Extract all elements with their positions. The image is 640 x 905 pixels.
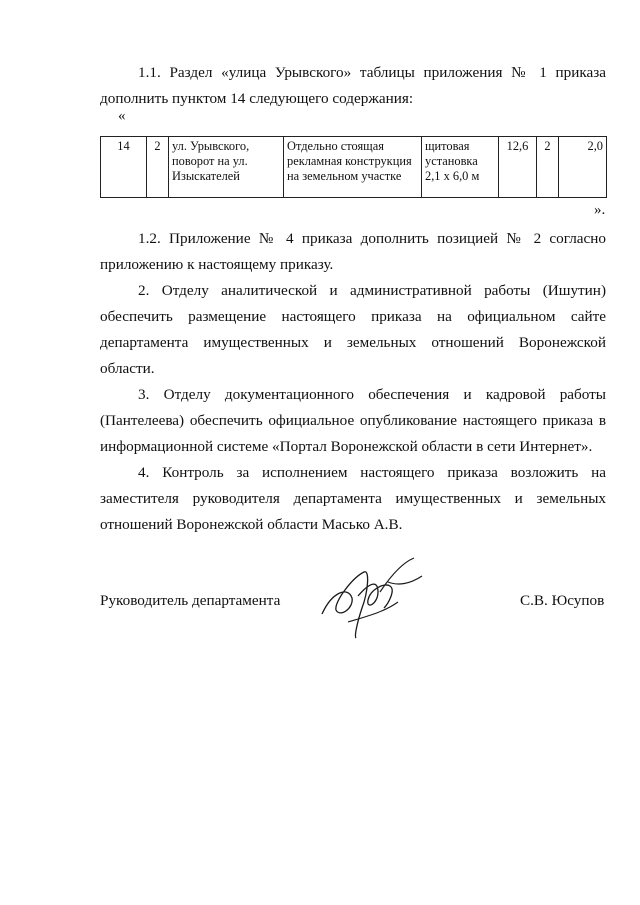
cell-area: 12,6: [499, 137, 537, 198]
paragraph-4: 4. Контроль за исполнением настоящего приказа возложить на заместителя руководителя департамента имущественных и земельных отношений Воронежской области Масько А.В.: [100, 464, 606, 533]
closing-quote: ».: [594, 202, 606, 218]
cell-total: 2,0: [559, 137, 607, 198]
cell-sides: 2: [537, 137, 559, 198]
paragraph-2: 2. Отделу аналитической и административной работы (Ишутин) обеспечить размещение настоящего приказа на официальном сайте департамента имущественных и земельных отношений Воронежской области.: [100, 282, 606, 377]
table-row: [101, 137, 607, 198]
cell-col2: 2: [147, 137, 169, 198]
cell-number: 14: [101, 137, 147, 198]
signatory-name: С.В. Юсупов: [520, 592, 605, 609]
cell-structure-type: Отдельно стоящая рекламная конструкция на земельном участке: [284, 137, 422, 198]
cell-structure-kind: щитовая установка 2,1 х 6,0 м: [422, 137, 499, 198]
opening-quote: «: [118, 108, 126, 124]
signatory-position: Руководитель департамента: [100, 592, 281, 609]
paragraph-3: 3. Отделу документационного обеспечения и кадровой работы (Пантелеева) обеспечить официальное опубликование настоящего приказа в информационной системе «Портал Воронежской области в сети Интернет».: [100, 386, 606, 455]
inserted-row-table: [100, 136, 607, 198]
cell-address: ул. Урывского, поворот на ул. Изыскателей: [169, 137, 284, 198]
handwritten-signature: [318, 552, 428, 642]
paragraph-1-2: 1.2. Приложение № 4 приказа дополнить позицией № 2 согласно приложению к настоящему приказу.: [100, 230, 606, 273]
paragraph-1-1: 1.1. Раздел «улица Урывского» таблицы приложения № 1 приказа дополнить пунктом 14 следующего содержания:: [100, 64, 606, 107]
